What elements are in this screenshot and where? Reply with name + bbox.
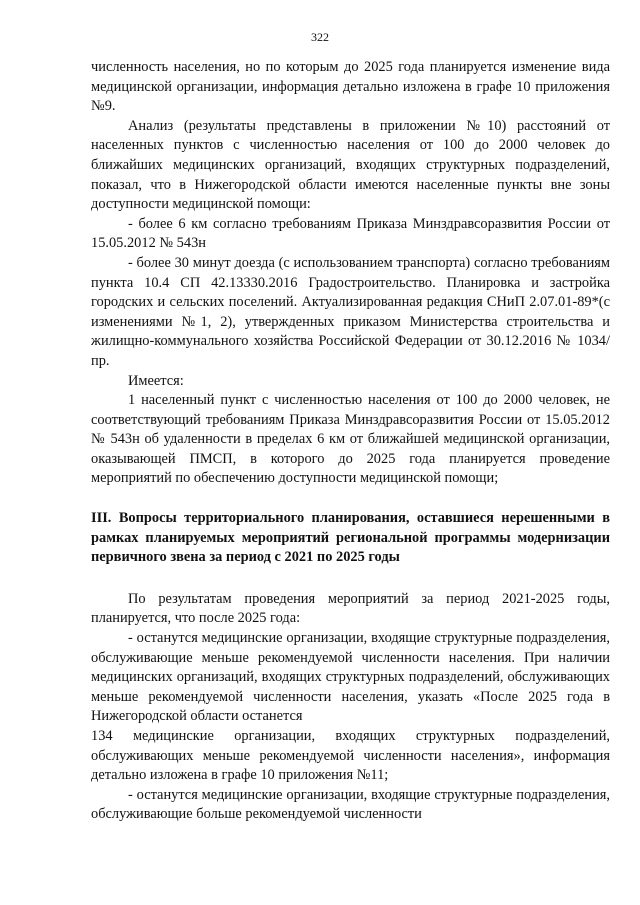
document-body: [91, 58, 610, 825]
paragraph-continuation: численность населения, но по которым до 2025 года планируется изменение вида медицинской организации, информация детально изложена в графе 10 приложения №9.: [91, 59, 610, 115]
paragraph-count: 134 медицинские организации, входящих структурных подразделений, обслуживающих меньше рекомендуемой численности населения», информация детально изложена в графе 10 приложения №11;: [91, 728, 610, 784]
list-item-distance: - более 6 км согласно требованиям Приказа Минздравсоразвития России от 15.05.2012 № 543н: [91, 215, 610, 252]
section-heading: III. Вопросы территориального планирования, оставшиеся нерешенными в рамках планируемых мероприятий региональной программы модернизации первичного звена за период с 2021 по 2025 годы: [91, 510, 610, 566]
paragraph-available: Имеется:: [128, 372, 184, 389]
paragraph-analysis: Анализ (результаты представлены в приложении №10) расстояний от населенных пунктов с численностью населения от 100 до 2000 человек до ближайших медицинских организаций, входящих структурных подразделений, показал, что в Нижегородской области имеются населенные пункты вне зоны доступности медицинской помощи:: [91, 117, 610, 213]
list-item-fewer-population: - останутся медицинские организации, входящие структурные подразделения, обслуживающие меньше рекомендуемой численности населения. При наличии медицинских организаций, входящих структурных подразделений, обслуживающих меньше рекомендуемой численности населения, указать «После 2025 года в Нижегородской области останется: [91, 630, 610, 725]
list-item-more-population: - останутся медицинские организации, входящие структурные подразделения, обслуживающие больше рекомендуемой численности: [91, 786, 610, 823]
paragraph-settlement: 1 населенный пункт с численностью населения от 100 до 2000 человек, не соответствующий требованиям Приказа Минздравсоразвития России от 15.05.2012 № 543н об удаленности в пределах 6 км от ближайшей медицинской организации, оказывающей ПМСП, в которого до 2025 года планируется проведение мероприятий по обеспечению доступности медицинской помощи;: [91, 392, 610, 487]
page-number: 322: [311, 30, 329, 44]
list-item-travel-time: - более 30 минут доезда (с использованием транспорта) согласно требованиям пункта 10.4 СП 42.13330.2016 Градостроительство. Планировка и застройка городских и сельских поселений. Актуализированная редакция СНиП 2.07.01-89*(с изменениями №1, 2), утвержденных приказом Министерства строительства и жилищно-коммунального хозяйства Российской Федерации от 30.12.2016 № 1034/пр.: [91, 254, 610, 369]
paragraph-results: По результатам проведения мероприятий за период 2021-2025 годы, планируется, что после 2025 года:: [91, 590, 610, 627]
